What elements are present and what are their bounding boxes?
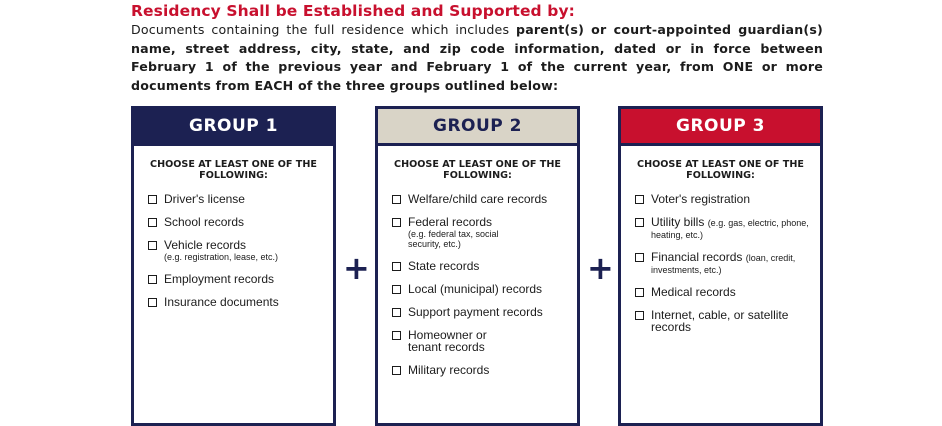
item-label: Vehicle records [164,238,247,252]
checkbox[interactable] [635,311,644,320]
item-note: (loan, credit, investments, etc.) [651,253,796,275]
checkbox[interactable] [635,218,644,227]
item-label: Insurance documents [164,295,279,309]
item-label: Financial records [651,250,743,264]
group-2-card [375,106,580,426]
group-1-instruction: CHOOSE AT LEAST ONE OF THE FOLLOWING: [150,159,317,181]
item-label: Local (municipal) records [408,282,543,296]
item-label: Driver's license [164,192,245,206]
list-item [148,216,327,228]
list-item [148,296,327,308]
group-1-header: GROUP 1 [134,109,333,146]
list-item [635,286,814,298]
checkbox[interactable] [635,288,644,297]
item-label: Support payment records [408,305,543,319]
checkbox[interactable] [392,366,401,375]
list-item [392,306,571,318]
item-note: (e.g. gas, electric, phone, heating, etc.) [651,218,809,240]
item-label: School records [164,215,245,229]
checkbox[interactable] [392,195,401,204]
group-3-card [618,106,823,426]
checkbox[interactable] [148,241,157,250]
intro-text: Documents containing the full residence which includes [131,22,516,37]
checkbox[interactable] [392,218,401,227]
checkbox[interactable] [392,262,401,271]
checkbox[interactable] [148,275,157,284]
group-3-instruction: CHOOSE AT LEAST ONE OF THE FOLLOWING: [637,159,804,181]
list-item [392,364,571,376]
checkbox[interactable] [392,331,401,340]
group-2-list [378,193,577,376]
item-label: Homeowner or tenant records [408,328,487,354]
group-3-list [621,193,820,333]
item-note: (e.g. federal tax, social security, etc.) [408,229,499,249]
item-label: Utility bills [651,215,705,229]
item-label: Military records [408,363,490,377]
checkbox[interactable] [148,218,157,227]
list-item [392,329,571,353]
group-2-header: GROUP 2 [378,109,577,146]
list-item [635,216,814,240]
list-item [635,251,814,275]
plus-icon: + [343,249,370,287]
group-3-header: GROUP 3 [621,109,820,146]
item-label: State records [408,259,480,273]
checkbox[interactable] [392,285,401,294]
item-label-group [164,239,278,262]
item-label: Voter's registration [651,192,751,206]
checkbox[interactable] [635,253,644,262]
list-item [392,193,571,205]
checkbox[interactable] [148,298,157,307]
group-2-instruction: CHOOSE AT LEAST ONE OF THE FOLLOWING: [394,159,561,181]
checkbox[interactable] [148,195,157,204]
plus-icon: + [587,249,614,287]
checkbox[interactable] [392,308,401,317]
item-label: Employment records [164,272,275,286]
list-item [148,239,327,262]
list-item [392,260,571,272]
list-item [148,193,327,205]
list-item [148,273,327,285]
list-item [635,193,814,205]
intro-emphasis: parent(s) or court-appointed guardian(s) name, street address, city, state, and zip code information, dated or in force between February 1 of the previous year and February 1 of the current year, from ONE or more documents from EACH of the three groups outlined below: [131,22,823,93]
item-note: (e.g. registration, lease, etc.) [164,252,279,262]
item-label: Welfare/child care records [408,192,548,206]
group-1-list [134,193,333,308]
group-1-card [131,106,336,426]
item-label: Internet, cable, or satellite records [651,308,789,334]
checkbox[interactable] [635,195,644,204]
section-title: Residency Shall be Established and Supported by: [131,2,575,20]
item-label: Federal records [408,215,493,229]
item-label: Medical records [651,285,736,299]
list-item [392,216,571,249]
item-label-group [651,251,814,275]
item-label-group [408,216,503,249]
intro-paragraph [131,21,823,95]
list-item [392,283,571,295]
list-item [635,309,814,333]
item-label-group [651,216,814,240]
